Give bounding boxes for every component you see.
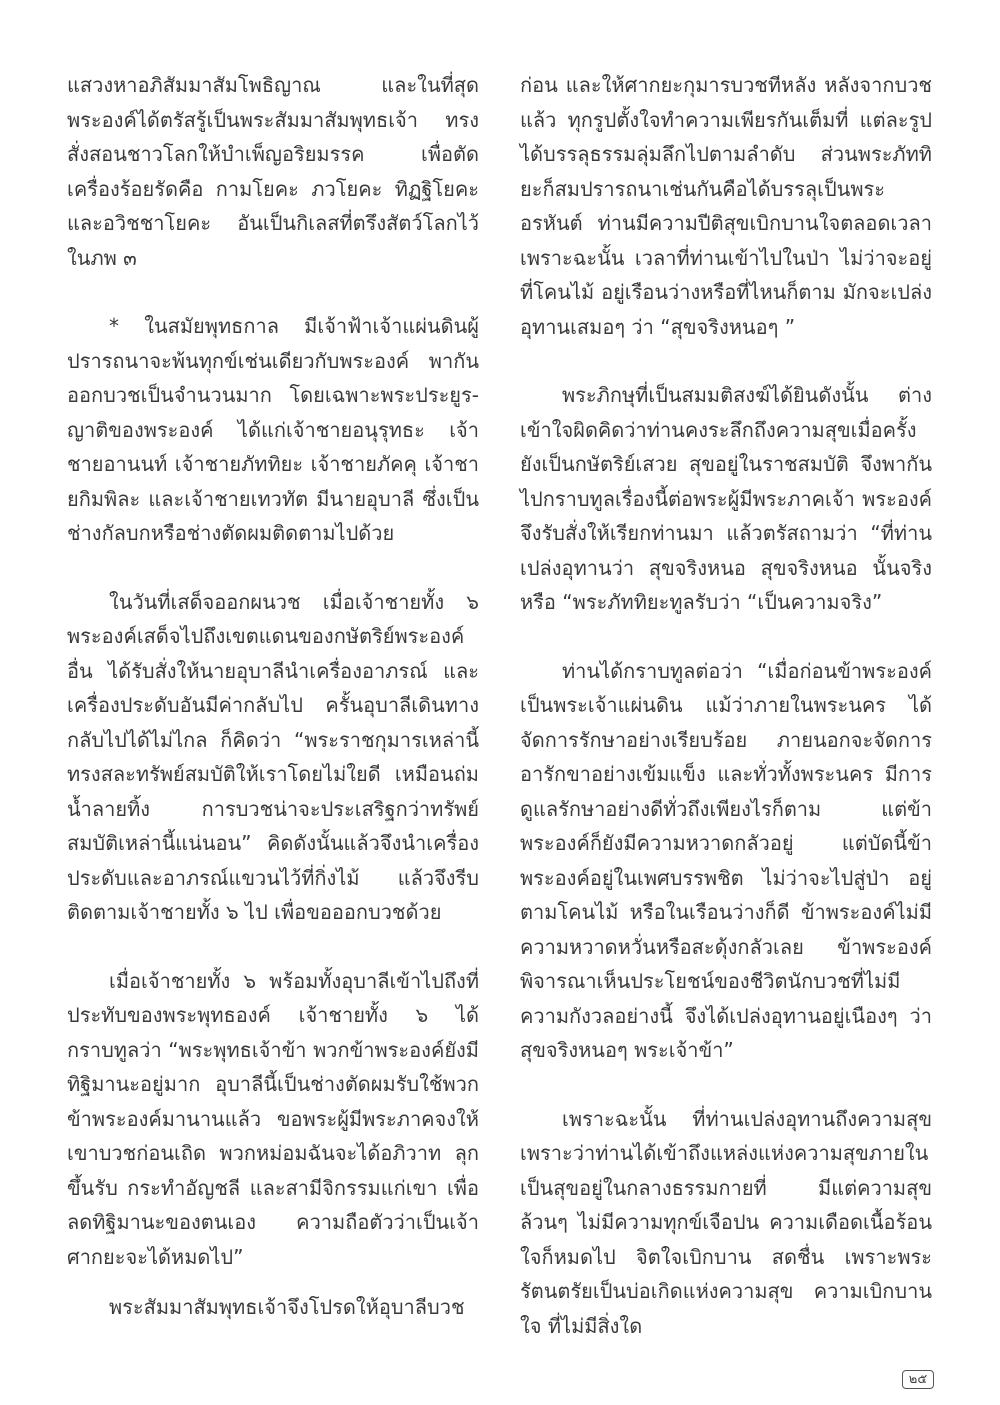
paragraph: พระสัมมาสัมพุทธเจ้าจึงโปรดให้อุบาลีบวช: [109, 1295, 465, 1319]
paragraph: ท่านได้กราบทูลต่อว่า “เมื่อก่อนข้าพระองค์เป็นพระเจ้าแผ่นดิน แม้ว่าภายในพระนคร ได้จัดการรักษาอย่างเรียบร้อย ภายนอกจะจัดการอารักขาอย่างเข้มแข็ง และทั่วทั้งพระนคร มีการดูแลรักษาอย่างดีทั่วถึงเพียงไรก็ตาม แต่ข้าพระองค์ก็ยังมีความหวาดกลัวอยู่ แต่บัดนี้ข้าพระองค์อยู่ในเพศบรรพชิต ไม่ว่าจะไปสู่ป่า อยู่ตามโคนไม้ หรือในเรือนว่างก็ดี ข้าพระองค์ไม่มีความหวาดหวั่นหรือสะดุ้งกลัวเลย ข้าพระองค์พิจารณาเห็นประโยชน์ของชีวิตนักบวชที่ไม่มีความกังวลอย่างนี้ จึงได้เปล่งอุทานอยู่เนืองๆ ว่า สุขจริงหนอๆ พระเจ้าข้า”: [520, 658, 932, 1062]
page-number: ๒๕: [902, 1370, 934, 1389]
paragraph: เมื่อเจ้าชายทั้ง ๖ พร้อมทั้งอุบาลีเข้าไปถึงที่ประทับของพระพุทธองค์ เจ้าชายทั้ง ๖ ได้กราบทูลว่า “พระพุทธเจ้าข้า พวกข้าพระองค์ยังมีทิฐิมานะอยู่มาก อุบาลีนี้เป็นช่างตัดผมรับใช้พวกข้าพระองค์มานานแล้ว ขอพระผู้มีพระภาคจงให้เขาบวชก่อนเถิด พวกหม่อมฉันจะได้อภิวาท ลุกขึ้นรับ กระทำอัญชลี และสามีจิกรรมแก่เขา เพื่อลดทิฐิมานะของตนเอง ความถือตัวว่าเป็นเจ้าศากยะจะได้หมดไป”: [67, 968, 479, 1269]
paragraph: เพราะฉะนั้น ที่ท่านเปล่งอุทานถึงความสุข เพราะว่าท่านได้เข้าถึงแหล่งแห่งความสุขภายในเป็นสุขอยู่ในกลางธรรมกายที่ มีแต่ความสุขล้วนๆ ไม่มีความทุกข์เจือปน ความเดือดเนื้อร้อนใจก็หมดไป จิตใจเบิกบาน สดชื่น เพราะพระรัตนตรัยเป็นบ่อเกิดแห่งความสุข ความเบิกบานใจ ที่ไม่มีสิ่งใด: [520, 1106, 932, 1338]
paragraph: แสวงหาอภิสัมมาสัมโพธิญาณ และในที่สุด พระองค์ได้ตรัสรู้เป็นพระสัมมาสัมพุทธเจ้า ทรงสั่งสอนชาวโลกให้บำเพ็ญอริยมรรค เพื่อตัดเครื่องร้อยรัดคือ กามโยคะ ภวโยคะ ทิฏฐิโยคะ และอวิชชาโยคะ อันเป็นกิเลสที่ตรึงสัตว์โลกไว้ในภพ ๓: [67, 73, 479, 270]
paragraph: ในวันที่เสด็จออกผนวช เมื่อเจ้าชายทั้ง ๖ พระองค์เสด็จไปถึงเขตแดนของกษัตริย์พระองค์อื่น ได้รับสั่งให้นายอุบาลีนำเครื่องอาภรณ์ และเครื่องประดับอันมีค่ากลับไป ครั้นอุบาลีเดินทางกลับไปได้ไม่ไกล ก็คิดว่า “พระราชกุมารเหล่านี้ทรงสละทรัพย์สมบัติให้เราโดยไม่ใยดี เหมือนถ่มน้ำลายทิ้ง การบวชน่าจะประเสริฐกว่าทรัพย์สมบัติเหล่านี้แน่นอน” คิดดังนั้นแล้วจึงนำเครื่องประดับและอาภรณ์แขวนไว้ที่กิ่งไม้ แล้วจึงรีบติดตามเจ้าชายทั้ง ๖ ไป เพื่อขอออกบวชด้วย: [67, 589, 479, 924]
paragraph: พระภิกษุที่เป็นสมมติสงฆ์ได้ยินดังนั้น ต่างเข้าใจผิดคิดว่าท่านคงระลึกถึงความสุขเมื่อครั้งยังเป็นกษัตริย์เสวย สุขอยู่ในราชสมบัติ จึงพากันไปกราบทูลเรื่องนี้ต่อพระผู้มีพระภาคเจ้า พระองค์จึงรับสั่งให้เรียกท่านมา แล้วตรัสถามว่า “ที่ท่านเปล่งอุทานว่า สุขจริงหนอ สุขจริงหนอ นั้นจริงหรือ “พระภัททิยะทูลรับว่า “เป็นความจริง”: [520, 383, 932, 614]
left-column: [67, 68, 479, 1325]
right-column: [520, 68, 932, 1343]
paragraph: ก่อน และให้ศากยะกุมารบวชทีหลัง หลังจากบวชแล้ว ทุกรูปตั้งใจทำความเพียรกันเต็มที่ แต่ละรูปได้บรรลุธรรมลุ่มลึกไปตามลำดับ ส่วนพระภัททิยะก็สมปรารถนาเช่นกันคือได้บรรลุเป็นพระอรหันต์ ท่านมีความปีติสุขเบิกบานใจตลอดเวลา เพราะฉะนั้น เวลาที่ท่านเข้าไปในป่า ไม่ว่าจะอยู่ที่โคนไม้ อยู่เรือนว่างหรือที่ไหนก็ตาม มักจะเปล่งอุทานเสมอๆ ว่า “สุขจริงหนอๆ ”: [520, 73, 932, 339]
paragraph: * ในสมัยพุทธกาล มีเจ้าฟ้าเจ้าแผ่นดินผู้ปรารถนาจะพ้นทุกข์เช่นเดียวกับพระองค์ พากันออกบวชเป็นจำนวนมาก โดยเฉพาะพระประยูร-ญาติของพระองค์ ได้แก่เจ้าชายอนุรุทธะ เจ้าชายอานนท์ เจ้าชายภัททิยะ เจ้าชายภัคคุ เจ้าชายกิมพิละ และเจ้าชายเทวทัต มีนายอุบาลี ซึ่งเป็นช่างกัลบกหรือช่างตัดผมติดตามไปด้วย: [67, 314, 479, 545]
